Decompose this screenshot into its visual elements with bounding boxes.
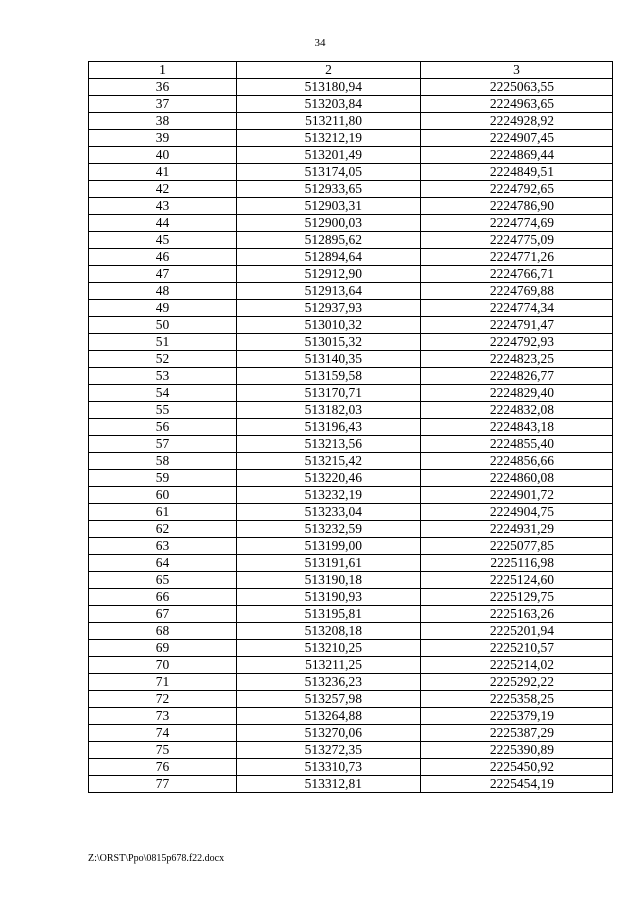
y-coordinate-cell: 2225454,19 xyxy=(421,776,613,793)
y-coordinate-cell: 2225063,55 xyxy=(421,79,613,96)
point-number-cell: 73 xyxy=(89,708,237,725)
y-coordinate-cell: 2224855,40 xyxy=(421,436,613,453)
x-coordinate-cell: 512900,03 xyxy=(237,215,421,232)
table-row xyxy=(89,266,613,283)
table-row xyxy=(89,640,613,657)
y-coordinate-cell: 2225450,92 xyxy=(421,759,613,776)
table-row xyxy=(89,453,613,470)
x-coordinate-cell: 513170,71 xyxy=(237,385,421,402)
x-coordinate-cell: 513236,23 xyxy=(237,674,421,691)
y-coordinate-cell: 2224774,69 xyxy=(421,215,613,232)
point-number-cell: 56 xyxy=(89,419,237,436)
y-coordinate-cell: 2225387,29 xyxy=(421,725,613,742)
x-coordinate-cell: 513211,80 xyxy=(237,113,421,130)
table-row xyxy=(89,419,613,436)
table-row xyxy=(89,725,613,742)
table-row xyxy=(89,96,613,113)
column-header-3: 3 xyxy=(421,62,613,79)
table-row xyxy=(89,487,613,504)
y-coordinate-cell: 2225292,22 xyxy=(421,674,613,691)
point-number-cell: 38 xyxy=(89,113,237,130)
x-coordinate-cell: 513159,58 xyxy=(237,368,421,385)
point-number-cell: 77 xyxy=(89,776,237,793)
x-coordinate-cell: 513213,56 xyxy=(237,436,421,453)
point-number-cell: 42 xyxy=(89,181,237,198)
x-coordinate-cell: 513196,43 xyxy=(237,419,421,436)
point-number-cell: 46 xyxy=(89,249,237,266)
point-number-cell: 76 xyxy=(89,759,237,776)
y-coordinate-cell: 2224860,08 xyxy=(421,470,613,487)
x-coordinate-cell: 513272,35 xyxy=(237,742,421,759)
x-coordinate-cell: 513312,81 xyxy=(237,776,421,793)
y-coordinate-cell: 2224843,18 xyxy=(421,419,613,436)
table-row xyxy=(89,436,613,453)
table-row xyxy=(89,589,613,606)
y-coordinate-cell: 2224823,25 xyxy=(421,351,613,368)
y-coordinate-cell: 2224829,40 xyxy=(421,385,613,402)
x-coordinate-cell: 513190,18 xyxy=(237,572,421,589)
point-number-cell: 51 xyxy=(89,334,237,351)
x-coordinate-cell: 513233,04 xyxy=(237,504,421,521)
x-coordinate-cell: 512933,65 xyxy=(237,181,421,198)
y-coordinate-cell: 2224792,93 xyxy=(421,334,613,351)
point-number-cell: 64 xyxy=(89,555,237,572)
point-number-cell: 44 xyxy=(89,215,237,232)
y-coordinate-cell: 2225201,94 xyxy=(421,623,613,640)
point-number-cell: 60 xyxy=(89,487,237,504)
y-coordinate-cell: 2224931,29 xyxy=(421,521,613,538)
table-row xyxy=(89,606,613,623)
point-number-cell: 59 xyxy=(89,470,237,487)
table-row xyxy=(89,776,613,793)
table-row xyxy=(89,317,613,334)
y-coordinate-cell: 2225116,98 xyxy=(421,555,613,572)
y-coordinate-cell: 2224907,45 xyxy=(421,130,613,147)
x-coordinate-cell: 513174,05 xyxy=(237,164,421,181)
y-coordinate-cell: 2224791,47 xyxy=(421,317,613,334)
table-row xyxy=(89,538,613,555)
y-coordinate-cell: 2224786,90 xyxy=(421,198,613,215)
point-number-cell: 50 xyxy=(89,317,237,334)
table-row xyxy=(89,623,613,640)
table-row xyxy=(89,759,613,776)
x-coordinate-cell: 513201,49 xyxy=(237,147,421,164)
y-coordinate-cell: 2224792,65 xyxy=(421,181,613,198)
point-number-cell: 48 xyxy=(89,283,237,300)
y-coordinate-cell: 2224928,92 xyxy=(421,113,613,130)
x-coordinate-cell: 513232,19 xyxy=(237,487,421,504)
table-row xyxy=(89,147,613,164)
point-number-cell: 67 xyxy=(89,606,237,623)
table-row xyxy=(89,198,613,215)
table-row xyxy=(89,742,613,759)
point-number-cell: 43 xyxy=(89,198,237,215)
x-coordinate-cell: 513257,98 xyxy=(237,691,421,708)
x-coordinate-cell: 513195,81 xyxy=(237,606,421,623)
x-coordinate-cell: 513220,46 xyxy=(237,470,421,487)
x-coordinate-cell: 512903,31 xyxy=(237,198,421,215)
y-coordinate-cell: 2224769,88 xyxy=(421,283,613,300)
table-row xyxy=(89,79,613,96)
table-row xyxy=(89,674,613,691)
table-row xyxy=(89,402,613,419)
point-number-cell: 58 xyxy=(89,453,237,470)
y-coordinate-cell: 2224775,09 xyxy=(421,232,613,249)
point-number-cell: 70 xyxy=(89,657,237,674)
table-row xyxy=(89,657,613,674)
table-row xyxy=(89,283,613,300)
y-coordinate-cell: 2224856,66 xyxy=(421,453,613,470)
table-row xyxy=(89,300,613,317)
point-number-cell: 49 xyxy=(89,300,237,317)
x-coordinate-cell: 513015,32 xyxy=(237,334,421,351)
x-coordinate-cell: 513182,03 xyxy=(237,402,421,419)
y-coordinate-cell: 2224963,65 xyxy=(421,96,613,113)
point-number-cell: 62 xyxy=(89,521,237,538)
point-number-cell: 53 xyxy=(89,368,237,385)
x-coordinate-cell: 513208,18 xyxy=(237,623,421,640)
point-number-cell: 36 xyxy=(89,79,237,96)
table-row xyxy=(89,232,613,249)
x-coordinate-cell: 513203,84 xyxy=(237,96,421,113)
y-coordinate-cell: 2225077,85 xyxy=(421,538,613,555)
table-row xyxy=(89,521,613,538)
point-number-cell: 55 xyxy=(89,402,237,419)
x-coordinate-cell: 512913,64 xyxy=(237,283,421,300)
point-number-cell: 63 xyxy=(89,538,237,555)
point-number-cell: 68 xyxy=(89,623,237,640)
y-coordinate-cell: 2225358,25 xyxy=(421,691,613,708)
table-row xyxy=(89,130,613,147)
table-header xyxy=(89,62,613,79)
table-row xyxy=(89,368,613,385)
table-row xyxy=(89,572,613,589)
y-coordinate-cell: 2224849,51 xyxy=(421,164,613,181)
y-coordinate-cell: 2225163,26 xyxy=(421,606,613,623)
x-coordinate-cell: 512895,62 xyxy=(237,232,421,249)
table-row xyxy=(89,504,613,521)
point-number-cell: 71 xyxy=(89,674,237,691)
y-coordinate-cell: 2224771,26 xyxy=(421,249,613,266)
point-number-cell: 75 xyxy=(89,742,237,759)
point-number-cell: 45 xyxy=(89,232,237,249)
point-number-cell: 72 xyxy=(89,691,237,708)
x-coordinate-cell: 513199,00 xyxy=(237,538,421,555)
table-row xyxy=(89,691,613,708)
y-coordinate-cell: 2224766,71 xyxy=(421,266,613,283)
point-number-cell: 47 xyxy=(89,266,237,283)
x-coordinate-cell: 513210,25 xyxy=(237,640,421,657)
point-number-cell: 66 xyxy=(89,589,237,606)
point-number-cell: 37 xyxy=(89,96,237,113)
coordinates-table xyxy=(88,61,613,793)
point-number-cell: 61 xyxy=(89,504,237,521)
table-row xyxy=(89,334,613,351)
point-number-cell: 52 xyxy=(89,351,237,368)
point-number-cell: 41 xyxy=(89,164,237,181)
point-number-cell: 39 xyxy=(89,130,237,147)
table-row xyxy=(89,164,613,181)
x-coordinate-cell: 513270,06 xyxy=(237,725,421,742)
y-coordinate-cell: 2224904,75 xyxy=(421,504,613,521)
x-coordinate-cell: 513212,19 xyxy=(237,130,421,147)
table-row xyxy=(89,181,613,198)
column-header-2: 2 xyxy=(237,62,421,79)
x-coordinate-cell: 512937,93 xyxy=(237,300,421,317)
x-coordinate-cell: 512912,90 xyxy=(237,266,421,283)
x-coordinate-cell: 513140,35 xyxy=(237,351,421,368)
x-coordinate-cell: 513264,88 xyxy=(237,708,421,725)
page-number: 34 xyxy=(314,37,326,49)
x-coordinate-cell: 513191,61 xyxy=(237,555,421,572)
y-coordinate-cell: 2224832,08 xyxy=(421,402,613,419)
x-coordinate-cell: 513010,32 xyxy=(237,317,421,334)
x-coordinate-cell: 513232,59 xyxy=(237,521,421,538)
point-number-cell: 69 xyxy=(89,640,237,657)
table-row xyxy=(89,470,613,487)
y-coordinate-cell: 2224826,77 xyxy=(421,368,613,385)
table-row xyxy=(89,385,613,402)
footer-file-path: Z:\ORST\Ppo\0815p678.f22.docx xyxy=(88,853,225,864)
table-header-row xyxy=(89,62,613,79)
y-coordinate-cell: 2225124,60 xyxy=(421,572,613,589)
table-row xyxy=(89,249,613,266)
x-coordinate-cell: 513211,25 xyxy=(237,657,421,674)
table-row xyxy=(89,555,613,572)
table-body xyxy=(89,79,613,793)
y-coordinate-cell: 2224774,34 xyxy=(421,300,613,317)
x-coordinate-cell: 513180,94 xyxy=(237,79,421,96)
y-coordinate-cell: 2224869,44 xyxy=(421,147,613,164)
point-number-cell: 65 xyxy=(89,572,237,589)
table-row xyxy=(89,708,613,725)
column-header-1: 1 xyxy=(89,62,237,79)
x-coordinate-cell: 513215,42 xyxy=(237,453,421,470)
y-coordinate-cell: 2225210,57 xyxy=(421,640,613,657)
y-coordinate-cell: 2224901,72 xyxy=(421,487,613,504)
point-number-cell: 74 xyxy=(89,725,237,742)
table-row xyxy=(89,113,613,130)
table-row xyxy=(89,351,613,368)
x-coordinate-cell: 513190,93 xyxy=(237,589,421,606)
y-coordinate-cell: 2225214,02 xyxy=(421,657,613,674)
point-number-cell: 57 xyxy=(89,436,237,453)
point-number-cell: 54 xyxy=(89,385,237,402)
x-coordinate-cell: 512894,64 xyxy=(237,249,421,266)
point-number-cell: 40 xyxy=(89,147,237,164)
y-coordinate-cell: 2225390,89 xyxy=(421,742,613,759)
x-coordinate-cell: 513310,73 xyxy=(237,759,421,776)
y-coordinate-cell: 2225129,75 xyxy=(421,589,613,606)
y-coordinate-cell: 2225379,19 xyxy=(421,708,613,725)
table-row xyxy=(89,215,613,232)
